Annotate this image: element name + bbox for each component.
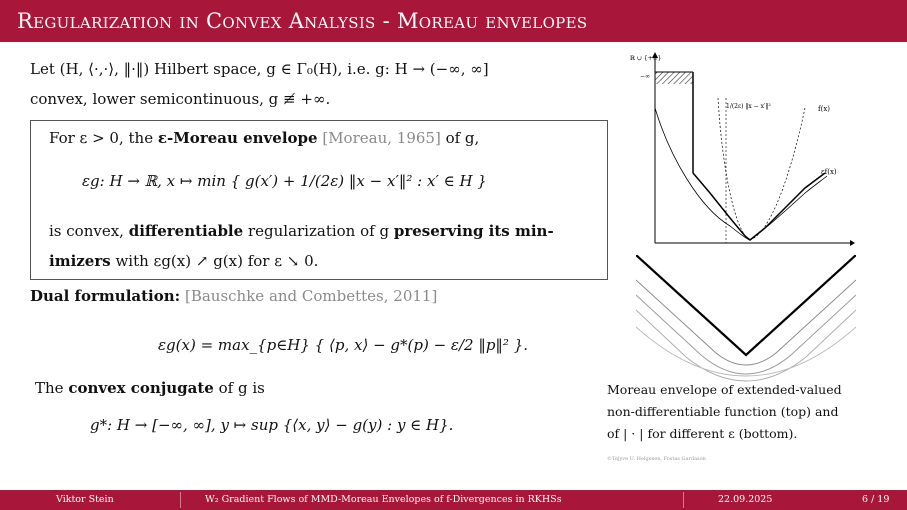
slide-title: Regularization in Convex Analysis - Moreau envelopes: [17, 9, 588, 33]
envelope-eps-4: [636, 327, 856, 376]
conjugate-formula: [90, 416, 453, 434]
box-line-3b: differentiable: [128, 222, 244, 240]
dual-formula-text: εg(x) = max_{p∈H} { ⟨p, x⟩ − g*(p) − ε/2 ‖p‖² }.: [158, 336, 529, 354]
abs-curve: [636, 255, 856, 355]
def-term: ε-Moreau envelope: [157, 129, 318, 147]
box-line-4: [49, 252, 318, 270]
dual-citation: [Bauschke and Combettes, 2011]: [184, 287, 438, 305]
x-axis-arrow: [850, 240, 855, 246]
conjugate-line: [35, 379, 265, 397]
label-envelope: εf(x): [821, 168, 837, 176]
conj-b: convex conjugate: [68, 379, 214, 397]
figure-top-moreau: [630, 48, 855, 248]
function-f-curve: [693, 173, 825, 240]
caption-line-2: non-differentiable function (top) and: [607, 404, 839, 419]
footer-divider-1: [180, 492, 181, 508]
footer-page: 6 / 19: [862, 494, 890, 505]
envelope-eps-2: [636, 295, 856, 374]
definition-line: [49, 129, 479, 147]
box-line-3a: is convex,: [49, 222, 129, 240]
def-suffix: of g,: [440, 129, 480, 147]
intro-line-2-text: convex, lower semicontinuous, g ≢ +∞.: [30, 90, 331, 108]
intro-line-1: [30, 60, 489, 78]
box-line-3: [49, 222, 554, 240]
caption-line-3: of | · | for different ε (bottom).: [607, 426, 798, 441]
label-top-left: ℝ ∪ {+∞}: [630, 55, 662, 62]
label-f: f(x): [818, 105, 831, 113]
conjugate-formula-text: g*: H → [−∞, ∞], y ↦ sup {⟨x, y⟩ − g(y) : y ∈ H}.: [90, 416, 454, 434]
footer-divider-2: [683, 492, 684, 508]
footer-talk-title: W₂ Gradient Flows of MMD-Moreau Envelopes of f-Divergences in RKHSs: [205, 494, 562, 505]
box-line-4b: with εg(x) ↗ g(x) for ε ↘ 0.: [110, 252, 319, 270]
dual-formula: [158, 336, 528, 354]
envelope-curve: [655, 108, 827, 240]
dual-heading-line: [30, 287, 437, 305]
caption-line-1: Moreau envelope of extended-valued: [607, 382, 842, 397]
label-quad: 1/(2ε) ‖x − x′‖²: [726, 103, 771, 110]
box-line-3d: preserving its min-: [393, 222, 554, 240]
envelope-eps-3: [636, 310, 856, 381]
def-citation: [Moreau, 1965]: [322, 129, 441, 147]
box-line-4a: imizers: [49, 252, 111, 270]
moreau-formula-text: εg: H → ℝ, x ↦ min { g(x′) + 1/(2ε) ‖x − x′‖² : x′ ∈ H }: [82, 172, 487, 190]
label-inf: −∞: [640, 73, 651, 80]
figure-bottom-abs: [636, 255, 856, 385]
moreau-formula: [82, 172, 487, 190]
dual-heading: Dual formulation:: [30, 287, 181, 305]
figure-credit: ©Tejyve U. Helgesen, Fostas Gardason: [607, 456, 706, 462]
def-prefix: For ε > 0, the: [49, 129, 158, 147]
box-line-3c: regularization of g: [243, 222, 394, 240]
footer-author: Viktor Stein: [56, 494, 114, 505]
hatched-region: [655, 72, 693, 84]
intro-line-2: [30, 90, 330, 108]
intro-line-1-text: Let (H, ⟨·,·⟩, ‖·‖) Hilbert space, g ∈ Γ₀(H), i.e. g: H → (−∞, ∞]: [30, 60, 489, 78]
footer-date: 22.09.2025: [718, 494, 773, 505]
conj-c: of g is: [213, 379, 265, 397]
conj-a: The: [35, 379, 69, 397]
